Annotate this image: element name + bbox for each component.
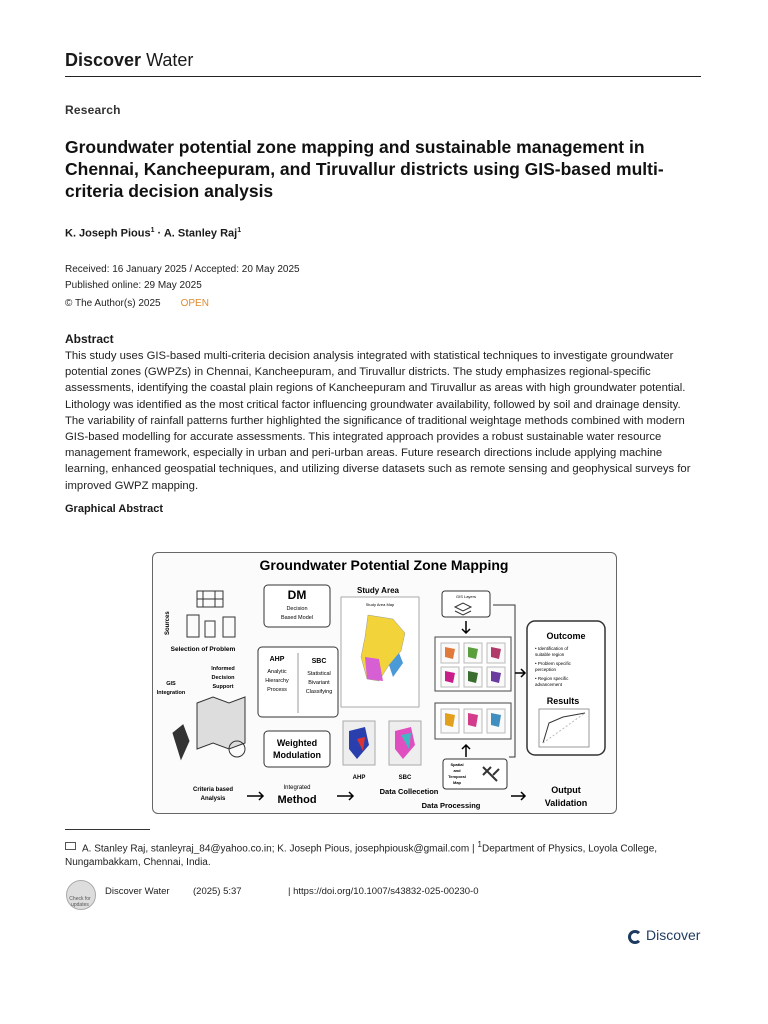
header-rule: [65, 76, 701, 77]
correspondence-emails[interactable]: A. Stanley Raj, stanleyraj_84@yahoo.co.in; K. Joseph Pious, josephpiousk@gmail.com |: [82, 843, 478, 855]
author-list: K. Joseph Pious$^1$ · A. Stanley Raj$^1$: [65, 227, 242, 240]
check-for-updates-label[interactable]: Check for updates: [69, 896, 91, 908]
copyright: © The Author(s) 2025 OPEN: [65, 298, 209, 309]
svg-text:Criteria based: Criteria based: [192, 787, 234, 793]
footnote-rule: [65, 829, 150, 830]
svg-text:Hierarchy: Hierarchy: [265, 678, 289, 684]
svg-text:Integration: Integration: [156, 690, 186, 696]
graphical-abstract-heading: Graphical Abstract: [65, 503, 164, 515]
svg-text:Analytic: Analytic: [267, 669, 287, 675]
journal-title: Discover Water: [65, 50, 194, 70]
svg-text:and: and: [453, 768, 461, 773]
svg-text:SBC: SBC: [398, 775, 412, 781]
svg-text:suitable region: suitable region: [535, 652, 565, 657]
svg-text:Support: Support: [212, 684, 234, 690]
svg-text:Output: Output: [551, 785, 581, 795]
graphical-abstract-figure: [152, 552, 617, 814]
svg-text:Results: Results: [546, 696, 580, 706]
author-link[interactable]: A. Stanley Raj: [163, 227, 238, 240]
svg-text:Bivariant: Bivariant: [308, 680, 330, 686]
abstract-text: This study uses GIS-based multi-criteria decision analysis integrated with statistical techniques to investigate groundwater potential zones (GWPZs) in Chennai, Kancheepuram, and Tiruvallur districts. The study emphasizes regional-specific assessments, identifying the coastal plain regions of Kancheepuram and Tiruvallur as areas with high groundwater potential. Lithology was identified as the most critical factor influencing groundwater availability, followed by soil and drainage density. The variability of rainfall patterns further highlighted the significance of traditional weightage methods combined with modern GIS-based modelling for accurate assessments. This integrated approach provides a robust sustainable water resource management framework, especially in urban and peri-urban areas. Future research directions include applying machine learning, enhanced geospatial techniques, and utilizing diverse datasets such as remote sensing and geophysical surveys for improved GWPZ mapping.: [65, 350, 691, 492]
svg-text:Study Area: Study Area: [357, 586, 399, 595]
discover-logo-icon: [628, 930, 642, 944]
figure-title: Groundwater Potential Zone Mapping: [259, 557, 509, 573]
svg-text:Informed: Informed: [211, 666, 235, 672]
footer-journal: Discover Water: [105, 886, 170, 897]
svg-text:Integrated: Integrated: [283, 785, 311, 791]
svg-text:Analysis: Analysis: [200, 796, 226, 802]
svg-text:Validation: Validation: [544, 798, 588, 808]
svg-text:GIS Layers: GIS Layers: [455, 594, 477, 599]
svg-text:Classifying: Classifying: [305, 689, 333, 695]
svg-text:Based Model: Based Model: [280, 615, 314, 621]
svg-text:AHP: AHP: [352, 775, 366, 781]
discover-brand: Discover: [628, 927, 700, 944]
mail-icon: [65, 842, 76, 850]
svg-text:Temporal: Temporal: [448, 774, 466, 779]
svg-text:Map: Map: [453, 780, 461, 785]
article-type: Research: [65, 103, 121, 117]
received-dates: Received: 16 January 2025 / Accepted: 20 May 2025: [65, 264, 300, 275]
svg-text:Process: Process: [267, 687, 287, 693]
svg-text:Decision: Decision: [211, 675, 235, 681]
open-access-badge[interactable]: OPEN: [180, 298, 209, 309]
svg-text:• Problem specific: • Problem specific: [535, 661, 571, 666]
footnote: A. Stanley Raj, stanleyraj_84@yahoo.co.in; K. Joseph Pious, josephpiousk@gmail.com | $^1$Department of Physics, Loyola College, Nungambakkam, Chennai, India.: [65, 839, 658, 869]
svg-text:advancement: advancement: [535, 682, 563, 687]
svg-text:Method: Method: [277, 794, 317, 806]
svg-text:Outcome: Outcome: [546, 631, 586, 641]
footer-doi[interactable]: | https://doi.org/10.1007/s43832-025-00230-0: [288, 886, 479, 897]
affiliation: Department of Physics, Loyola College, Nungambakkam, Chennai, India.: [65, 843, 658, 869]
svg-text:• Region specific: • Region specific: [535, 676, 569, 681]
svg-text:Decision: Decision: [286, 606, 308, 612]
sources-icon: [187, 591, 235, 637]
svg-text:Modulation: Modulation: [273, 750, 321, 760]
svg-text:Data Collecetion: Data Collecetion: [379, 787, 439, 796]
svg-text:• Identification of: • Identification of: [535, 646, 569, 651]
svg-text:SBC: SBC: [311, 658, 327, 665]
svg-text:Statistical: Statistical: [307, 671, 331, 677]
author-link[interactable]: K. Joseph Pious: [65, 227, 151, 240]
svg-text:Spatial: Spatial: [450, 762, 464, 767]
svg-text:Weighted: Weighted: [276, 738, 318, 748]
svg-text:Study Area Map: Study Area Map: [365, 602, 395, 607]
svg-text:perception: perception: [535, 667, 557, 672]
abstract-heading: Abstract: [65, 332, 114, 346]
svg-text:Data Processing: Data Processing: [421, 801, 481, 810]
published-date: Published online: 29 May 2025: [65, 280, 202, 291]
footer-citation: (2025) 5:37: [193, 886, 242, 897]
svg-text:DM: DM: [287, 588, 307, 602]
map-icon: [173, 697, 245, 759]
svg-text:AHP: AHP: [269, 656, 285, 663]
svg-text:Selection of Problem: Selection of Problem: [170, 646, 236, 653]
svg-text:Sources: Sources: [165, 611, 171, 635]
svg-text:GIS: GIS: [166, 681, 176, 687]
article-title: Groundwater potential zone mapping and sustainable management in Chennai, Kancheepuram, and Tiruvallur districts using GIS-based multi-criteria decision analysis: [65, 137, 664, 201]
